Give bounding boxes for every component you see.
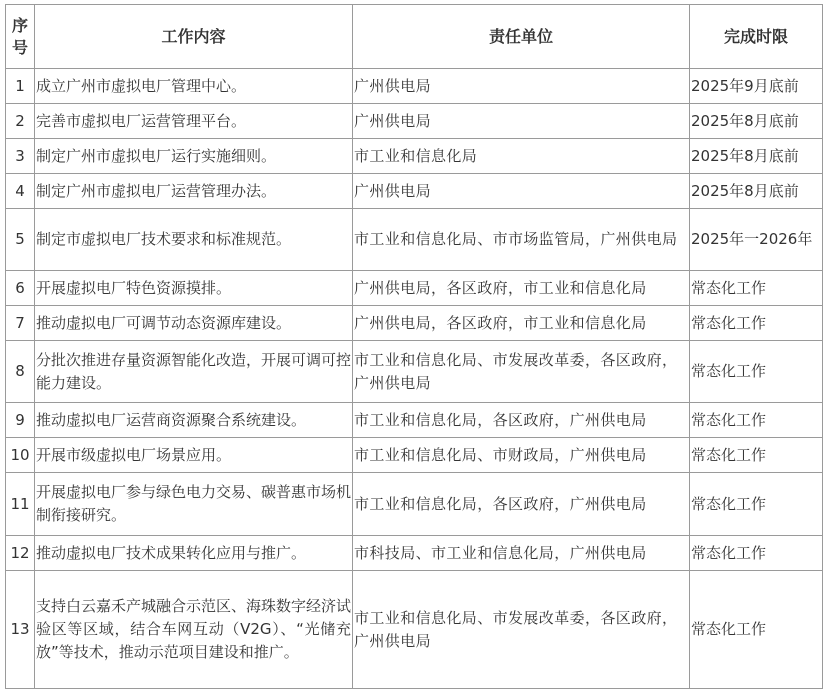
table-row bbox=[6, 209, 823, 271]
row-number: 8 bbox=[6, 341, 35, 403]
work-content: 开展市级虚拟电厂场景应用。 bbox=[35, 438, 353, 473]
header-deadline: 完成时限 bbox=[690, 5, 823, 69]
work-content: 开展虚拟电厂特色资源摸排。 bbox=[35, 271, 353, 306]
row-number: 3 bbox=[6, 139, 35, 174]
responsible-unit: 市工业和信息化局、市发展改革委，各区政府，广州供电局 bbox=[353, 341, 690, 403]
work-content: 制定市虚拟电厂技术要求和标准规范。 bbox=[35, 209, 353, 271]
work-content: 分批次推进存量资源智能化改造，开展可调可控能力建设。 bbox=[35, 341, 353, 403]
header-seq: 序号 bbox=[6, 5, 35, 69]
table-row bbox=[6, 139, 823, 174]
work-content: 开展虚拟电厂参与绿色电力交易、碳普惠市场机制衔接研究。 bbox=[35, 473, 353, 536]
work-content: 推动虚拟电厂可调节动态资源库建设。 bbox=[35, 306, 353, 341]
work-content: 成立广州市虚拟电厂管理中心。 bbox=[35, 69, 353, 104]
deadline: 常态化工作 bbox=[690, 571, 823, 689]
header-content: 工作内容 bbox=[35, 5, 353, 69]
deadline: 常态化工作 bbox=[690, 438, 823, 473]
row-number: 10 bbox=[6, 438, 35, 473]
responsible-unit: 市工业和信息化局、市财政局，广州供电局 bbox=[353, 438, 690, 473]
work-content: 推动虚拟电厂技术成果转化应用与推广。 bbox=[35, 536, 353, 571]
table-row bbox=[6, 536, 823, 571]
table-row bbox=[6, 438, 823, 473]
responsible-unit: 广州供电局 bbox=[353, 69, 690, 104]
deadline: 2025年9月底前 bbox=[690, 69, 823, 104]
responsible-unit: 市工业和信息化局 bbox=[353, 139, 690, 174]
responsible-unit: 广州供电局 bbox=[353, 104, 690, 139]
deadline: 常态化工作 bbox=[690, 341, 823, 403]
responsible-unit: 市工业和信息化局，各区政府，广州供电局 bbox=[353, 403, 690, 438]
responsible-unit: 广州供电局 bbox=[353, 174, 690, 209]
table-row bbox=[6, 174, 823, 209]
deadline: 常态化工作 bbox=[690, 271, 823, 306]
row-number: 1 bbox=[6, 69, 35, 104]
table-row bbox=[6, 571, 823, 689]
row-number: 2 bbox=[6, 104, 35, 139]
table-row bbox=[6, 69, 823, 104]
table-row bbox=[6, 306, 823, 341]
work-content: 完善市虚拟电厂运营管理平台。 bbox=[35, 104, 353, 139]
row-number: 6 bbox=[6, 271, 35, 306]
deadline: 常态化工作 bbox=[690, 403, 823, 438]
row-number: 12 bbox=[6, 536, 35, 571]
table-row bbox=[6, 271, 823, 306]
row-number: 5 bbox=[6, 209, 35, 271]
deadline: 2025年8月底前 bbox=[690, 139, 823, 174]
responsible-unit: 市工业和信息化局、市发展改革委，各区政府，广州供电局 bbox=[353, 571, 690, 689]
responsible-unit: 市工业和信息化局、市市场监管局，广州供电局 bbox=[353, 209, 690, 271]
work-content: 推动虚拟电厂运营商资源聚合系统建设。 bbox=[35, 403, 353, 438]
work-content: 制定广州市虚拟电厂运营管理办法。 bbox=[35, 174, 353, 209]
row-number: 9 bbox=[6, 403, 35, 438]
deadline: 2025年一2026年 bbox=[690, 209, 823, 271]
deadline: 2025年8月底前 bbox=[690, 104, 823, 139]
work-content: 制定广州市虚拟电厂运行实施细则。 bbox=[35, 139, 353, 174]
work-content: 支持白云嘉禾产城融合示范区、海珠数字经济试验区等区域，结合车网互动（V2G）、“光储充放”等技术，推动示范项目建设和推广。 bbox=[35, 571, 353, 689]
responsible-unit: 市工业和信息化局，各区政府，广州供电局 bbox=[353, 473, 690, 536]
table-row bbox=[6, 403, 823, 438]
work-task-table bbox=[5, 4, 823, 689]
responsible-unit: 广州供电局，各区政府，市工业和信息化局 bbox=[353, 271, 690, 306]
table-row bbox=[6, 473, 823, 536]
deadline: 常态化工作 bbox=[690, 536, 823, 571]
deadline: 2025年8月底前 bbox=[690, 174, 823, 209]
table-row bbox=[6, 104, 823, 139]
table-row bbox=[6, 341, 823, 403]
responsible-unit: 市科技局、市工业和信息化局，广州供电局 bbox=[353, 536, 690, 571]
deadline: 常态化工作 bbox=[690, 306, 823, 341]
header-row bbox=[6, 5, 823, 69]
header-unit: 责任单位 bbox=[353, 5, 690, 69]
row-number: 11 bbox=[6, 473, 35, 536]
row-number: 4 bbox=[6, 174, 35, 209]
responsible-unit: 广州供电局，各区政府，市工业和信息化局 bbox=[353, 306, 690, 341]
row-number: 7 bbox=[6, 306, 35, 341]
deadline: 常态化工作 bbox=[690, 473, 823, 536]
row-number: 13 bbox=[6, 571, 35, 689]
